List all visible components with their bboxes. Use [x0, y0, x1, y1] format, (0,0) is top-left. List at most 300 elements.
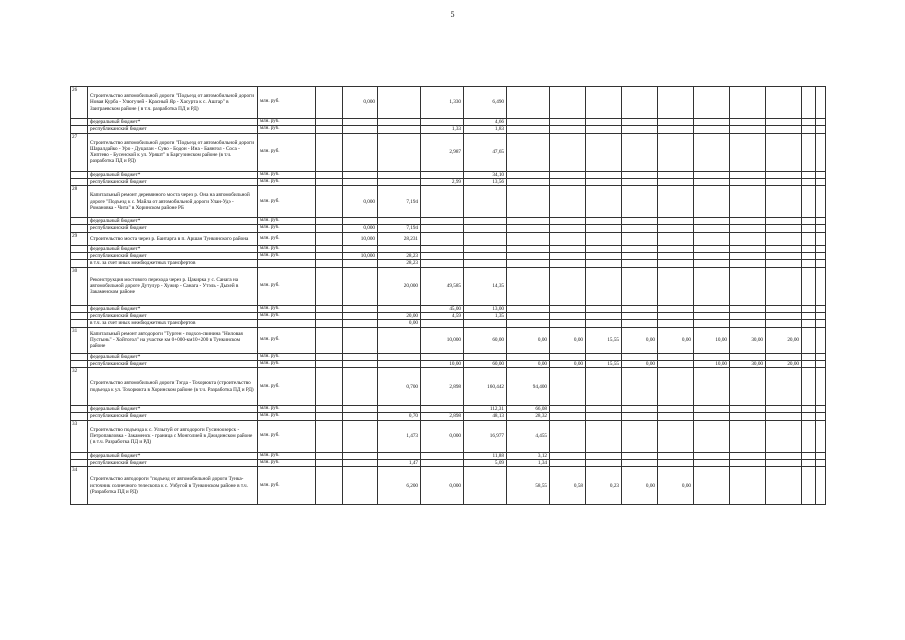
description-cell: республиканский бюджет [88, 225, 258, 232]
value-cell [658, 253, 694, 260]
value-cell [507, 218, 550, 225]
value-cell [694, 245, 730, 252]
value-cell: 1,34 [507, 460, 550, 467]
table-row [71, 87, 826, 119]
value-cell [550, 260, 586, 267]
value-cell: 4,455 [507, 420, 550, 452]
value-cell [694, 267, 730, 305]
value-cell [507, 245, 550, 252]
value-cell [586, 368, 622, 406]
value-cell [316, 171, 343, 178]
value-cell [730, 413, 766, 420]
table-row [71, 406, 826, 413]
value-cell [694, 87, 730, 119]
description-cell: федеральный бюджет* [88, 218, 258, 225]
value-cell [730, 253, 766, 260]
value-cell: 1,33 [421, 126, 464, 133]
value-cell [622, 171, 658, 178]
table-row [71, 253, 826, 260]
value-cell [507, 126, 550, 133]
table-row [71, 368, 826, 406]
value-cell [378, 87, 421, 119]
value-cell [586, 260, 622, 267]
value-cell [766, 413, 802, 420]
item-number-cell [71, 171, 88, 178]
value-cell [316, 260, 343, 267]
unit-cell: млн. руб. [258, 420, 316, 452]
description-cell: федеральный бюджет* [88, 353, 258, 360]
table-row [71, 218, 826, 225]
value-cell [730, 232, 766, 245]
value-cell [507, 305, 550, 312]
value-cell [507, 320, 550, 327]
value-cell: 2,898 [421, 368, 464, 406]
budget-table [70, 86, 826, 505]
value-cell [816, 420, 826, 452]
table-row [71, 133, 826, 171]
value-cell [550, 178, 586, 185]
value-cell [316, 360, 343, 367]
value-cell [316, 353, 343, 360]
value-cell [507, 186, 550, 218]
value-cell [421, 225, 464, 232]
unit-cell: млн. руб. [258, 305, 316, 312]
value-cell [658, 126, 694, 133]
value-cell: 0,00 [622, 467, 658, 505]
value-cell [550, 406, 586, 413]
value-cell [343, 327, 378, 353]
value-cell [586, 267, 622, 305]
value-cell [507, 225, 550, 232]
item-number-cell [71, 320, 88, 327]
value-cell [421, 320, 464, 327]
value-cell [550, 119, 586, 126]
value-cell: 60,00 [464, 360, 507, 367]
description-cell: республиканский бюджет [88, 253, 258, 260]
value-cell: 0,00 [658, 467, 694, 505]
value-cell [802, 218, 816, 225]
value-cell [343, 368, 378, 406]
value-cell [316, 413, 343, 420]
value-cell [802, 119, 816, 126]
value-cell [816, 467, 826, 505]
value-cell [421, 232, 464, 245]
value-cell [378, 452, 421, 459]
value-cell [622, 312, 658, 319]
value-cell: 1,330 [421, 87, 464, 119]
value-cell [550, 460, 586, 467]
description-cell: республиканский бюджет [88, 360, 258, 367]
value-cell [316, 218, 343, 225]
value-cell [550, 225, 586, 232]
value-cell [421, 260, 464, 267]
value-cell [658, 406, 694, 413]
value-cell [464, 245, 507, 252]
value-cell [694, 312, 730, 319]
value-cell [378, 171, 421, 178]
description-cell: Реконструкция мостового перехода через р. Цакирка у с. Санага на автомобильной дороге Дутулур - Хужир - Санага - Утэль - Дыхей в Закаменском районе [88, 267, 258, 305]
value-cell: 0,000 [343, 225, 378, 232]
value-cell [343, 133, 378, 171]
value-cell [694, 218, 730, 225]
value-cell [550, 218, 586, 225]
value-cell [316, 178, 343, 185]
description-cell: Строительство автомобильной дороги Тэгда - Тохорюкта (строительство подъезда к ул. Тохорюкта в Хоринском районе (в т.ч. Разработка ПД и РД) [88, 368, 258, 406]
value-cell: 0,00 [550, 360, 586, 367]
value-cell: 13,56 [464, 178, 507, 185]
description-cell: Капитальный ремонт деревянного моста через р. Она на автомобильной дороге "Подъезд к с. Майла от автомобильной дороги Улан-Удэ - Романовка - Чита" в Хоринском районе РБ [88, 186, 258, 218]
table-row [71, 320, 826, 327]
value-cell [730, 260, 766, 267]
value-cell [658, 305, 694, 312]
item-number-cell [71, 312, 88, 319]
value-cell [802, 87, 816, 119]
value-cell [766, 406, 802, 413]
value-cell: 2,898 [421, 413, 464, 420]
value-cell [586, 253, 622, 260]
value-cell [802, 360, 816, 367]
description-cell: Строительство моста через р. Баитарга в п. Аршан Тункинского района [88, 232, 258, 245]
value-cell [343, 178, 378, 185]
value-cell [658, 413, 694, 420]
item-number-cell [71, 452, 88, 459]
description-cell: Строительство автомобильной дороги "Подъезд от автомобильной дороги Новая Курба - Улюгучей - Красный Яр - Хасурта к с. Ашгар" в Заиграевском районе ( в т.ч. разработка ПД и РД) [88, 87, 258, 119]
value-cell [343, 260, 378, 267]
value-cell [550, 312, 586, 319]
value-cell [658, 452, 694, 459]
value-cell [622, 126, 658, 133]
value-cell [316, 232, 343, 245]
value-cell [816, 218, 826, 225]
value-cell [316, 312, 343, 319]
value-cell [622, 232, 658, 245]
value-cell [694, 225, 730, 232]
value-cell [658, 368, 694, 406]
value-cell [316, 133, 343, 171]
value-cell: 49,585 [421, 267, 464, 305]
value-cell [802, 320, 816, 327]
value-cell [816, 353, 826, 360]
value-cell [658, 353, 694, 360]
value-cell: 0,00 [622, 360, 658, 367]
item-number-cell: 27 [71, 133, 88, 171]
description-cell: в т.ч. за счет иных межбюджетных трансфертов [88, 320, 258, 327]
value-cell [816, 413, 826, 420]
value-cell [694, 406, 730, 413]
value-cell [816, 186, 826, 218]
unit-cell: млн. руб. [258, 171, 316, 178]
value-cell [378, 327, 421, 353]
value-cell [550, 267, 586, 305]
value-cell [421, 353, 464, 360]
value-cell: 30,00 [730, 360, 766, 367]
value-cell: 15,55 [586, 327, 622, 353]
value-cell: 10,000 [343, 253, 378, 260]
value-cell [694, 368, 730, 406]
value-cell: 0,000 [421, 467, 464, 505]
value-cell [421, 460, 464, 467]
value-cell [421, 406, 464, 413]
description-cell: федеральный бюджет* [88, 406, 258, 413]
value-cell [658, 218, 694, 225]
item-number-cell [71, 119, 88, 126]
description-cell: федеральный бюджет* [88, 171, 258, 178]
value-cell [507, 253, 550, 260]
value-cell [378, 178, 421, 185]
value-cell: 34,10 [464, 171, 507, 178]
value-cell: 13,00 [464, 305, 507, 312]
value-cell [378, 360, 421, 367]
value-cell [550, 368, 586, 406]
value-cell: 10,00 [694, 360, 730, 367]
value-cell [816, 178, 826, 185]
value-cell: 0,700 [378, 368, 421, 406]
value-cell [694, 126, 730, 133]
value-cell [622, 305, 658, 312]
value-cell [343, 320, 378, 327]
value-cell [622, 119, 658, 126]
value-cell: 4,59 [421, 312, 464, 319]
value-cell [802, 305, 816, 312]
value-cell [586, 133, 622, 171]
value-cell: 94,400 [507, 368, 550, 406]
item-number-cell [71, 260, 88, 267]
table-row [71, 327, 826, 353]
value-cell [816, 260, 826, 267]
value-cell: 60,00 [464, 327, 507, 353]
value-cell [550, 320, 586, 327]
unit-cell: млн. руб. [258, 218, 316, 225]
value-cell [378, 353, 421, 360]
value-cell [550, 171, 586, 178]
value-cell [694, 232, 730, 245]
table-row [71, 452, 826, 459]
value-cell [316, 467, 343, 505]
value-cell: 0,000 [343, 87, 378, 119]
value-cell [464, 467, 507, 505]
value-cell [802, 133, 816, 171]
value-cell [464, 225, 507, 232]
value-cell [802, 312, 816, 319]
description-cell: Строительство автодороги "подъезд от автомобильной дороги Тунка-источник солнечного телескопа к с. Узбугой в Тункинском районе в т.ч. (Разработка ПД и РД) [88, 467, 258, 505]
value-cell [421, 119, 464, 126]
item-number-cell [71, 353, 88, 360]
value-cell [316, 87, 343, 119]
value-cell: 28,23 [378, 253, 421, 260]
value-cell [658, 320, 694, 327]
description-cell: республиканский бюджет [88, 178, 258, 185]
value-cell [730, 218, 766, 225]
value-cell [464, 260, 507, 267]
value-cell [507, 232, 550, 245]
value-cell [766, 467, 802, 505]
value-cell [464, 320, 507, 327]
value-cell [816, 305, 826, 312]
unit-cell: млн. руб. [258, 406, 316, 413]
value-cell [622, 253, 658, 260]
value-cell [421, 218, 464, 225]
item-number-cell: 28 [71, 186, 88, 218]
value-cell [658, 267, 694, 305]
value-cell [586, 305, 622, 312]
value-cell [766, 218, 802, 225]
value-cell [586, 452, 622, 459]
value-cell [343, 420, 378, 452]
value-cell [507, 312, 550, 319]
table-row [71, 467, 826, 505]
value-cell [550, 305, 586, 312]
value-cell: 5,09 [464, 460, 507, 467]
value-cell [694, 420, 730, 452]
table-row [71, 267, 826, 305]
value-cell: 2,987 [421, 133, 464, 171]
value-cell [802, 225, 816, 232]
item-number-cell [71, 413, 88, 420]
value-cell [378, 245, 421, 252]
value-cell: 20,00 [766, 327, 802, 353]
value-cell [378, 133, 421, 171]
value-cell [507, 353, 550, 360]
value-cell [550, 133, 586, 171]
value-cell [316, 320, 343, 327]
value-cell: 0,00 [507, 360, 550, 367]
description-cell: Строительство автомобильной дороги "Подъезд от автомобильной дороги Шаралдайко - Уро - Дуцалан - Суво - Бодон - Ина - Баянгол - Соса - Хиптево - Бусенской к ул. Уряшт" в Баргузинском районе (в т.ч. разработка ПД и РД) [88, 133, 258, 171]
unit-cell: млн. руб. [258, 467, 316, 505]
value-cell [766, 305, 802, 312]
value-cell [766, 353, 802, 360]
value-cell [766, 312, 802, 319]
value-cell [816, 133, 826, 171]
value-cell [658, 260, 694, 267]
value-cell [550, 452, 586, 459]
value-cell [730, 87, 766, 119]
value-cell [586, 218, 622, 225]
description-cell: республиканский бюджет [88, 312, 258, 319]
table-row [71, 353, 826, 360]
value-cell [343, 312, 378, 319]
value-cell: 15,55 [586, 360, 622, 367]
value-cell: 6,490 [464, 87, 507, 119]
unit-cell: млн. руб. [258, 353, 316, 360]
value-cell [316, 225, 343, 232]
value-cell [586, 178, 622, 185]
value-cell [694, 452, 730, 459]
value-cell [316, 327, 343, 353]
value-cell [550, 420, 586, 452]
value-cell [694, 413, 730, 420]
value-cell [694, 353, 730, 360]
value-cell: 1,83 [464, 126, 507, 133]
value-cell [586, 119, 622, 126]
value-cell [816, 253, 826, 260]
value-cell [816, 360, 826, 367]
item-number-cell: 29 [71, 232, 88, 245]
value-cell [343, 119, 378, 126]
table-row [71, 126, 826, 133]
value-cell [622, 218, 658, 225]
item-number-cell: 32 [71, 368, 88, 406]
unit-cell: млн. руб. [258, 253, 316, 260]
value-cell [694, 178, 730, 185]
value-cell [802, 186, 816, 218]
value-cell [343, 353, 378, 360]
value-cell [586, 232, 622, 245]
value-cell [730, 245, 766, 252]
value-cell [658, 225, 694, 232]
unit-cell: млн. руб. [258, 245, 316, 252]
value-cell [343, 452, 378, 459]
value-cell: 0,000 [421, 420, 464, 452]
value-cell: 0,00 [378, 320, 421, 327]
value-cell [658, 119, 694, 126]
value-cell: 10,000 [343, 232, 378, 245]
description-cell: Капитальный ремонт автодороги "Турген - подхоз-свинина "Ниловая Пустынь" - Хойтогол" на участке км 0+000-км10+200 в Тункинском районе [88, 327, 258, 353]
value-cell [658, 232, 694, 245]
value-cell: 20,00 [378, 312, 421, 319]
table-row [71, 413, 826, 420]
value-cell [658, 420, 694, 452]
value-cell [766, 267, 802, 305]
value-cell: 28,231 [378, 232, 421, 245]
unit-cell: млн. руб. [258, 368, 316, 406]
value-cell [766, 253, 802, 260]
value-cell [730, 178, 766, 185]
value-cell [816, 267, 826, 305]
value-cell: 6,200 [378, 467, 421, 505]
value-cell [802, 253, 816, 260]
item-number-cell [71, 245, 88, 252]
page-number: 5 [450, 10, 455, 19]
value-cell: 47,65 [464, 133, 507, 171]
value-cell [622, 406, 658, 413]
value-cell [507, 267, 550, 305]
value-cell: 0,23 [586, 467, 622, 505]
value-cell [658, 360, 694, 367]
value-cell [343, 126, 378, 133]
value-cell [622, 420, 658, 452]
value-cell [694, 119, 730, 126]
table-row [71, 420, 826, 452]
value-cell [586, 320, 622, 327]
value-cell: 10,000 [421, 327, 464, 353]
value-cell [464, 186, 507, 218]
value-cell: 58,55 [507, 467, 550, 505]
value-cell [550, 126, 586, 133]
value-cell [802, 413, 816, 420]
value-cell [550, 245, 586, 252]
value-cell [343, 218, 378, 225]
value-cell [550, 353, 586, 360]
value-cell [766, 126, 802, 133]
value-cell [816, 126, 826, 133]
unit-cell: млн. руб. [258, 452, 316, 459]
value-cell [694, 460, 730, 467]
table-row [71, 305, 826, 312]
value-cell [622, 186, 658, 218]
value-cell [694, 305, 730, 312]
value-cell [622, 460, 658, 467]
description-cell: федеральный бюджет* [88, 452, 258, 459]
value-cell [730, 186, 766, 218]
value-cell [316, 245, 343, 252]
value-cell [766, 320, 802, 327]
value-cell [464, 253, 507, 260]
value-cell [802, 406, 816, 413]
value-cell [730, 267, 766, 305]
value-cell: 0,00 [658, 327, 694, 353]
value-cell: 7,194 [378, 225, 421, 232]
value-cell [658, 186, 694, 218]
